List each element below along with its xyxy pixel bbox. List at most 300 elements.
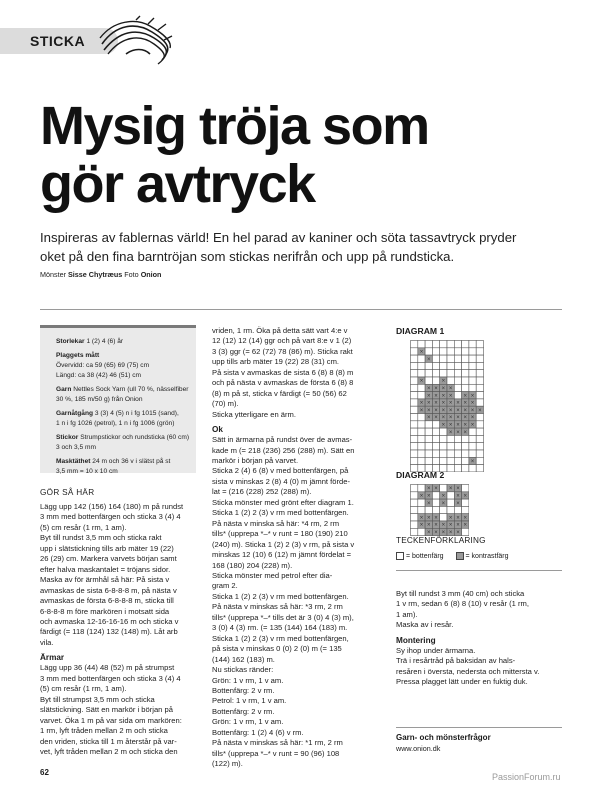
chart-cell-background — [454, 355, 461, 362]
empty-square-icon — [396, 552, 404, 560]
chart-cell-mark: × — [448, 415, 453, 422]
text-line: Sticka 1 (2) 2 (3) v rm med bottenfärgen. — [212, 508, 349, 518]
text-line: (70) m). — [212, 399, 239, 409]
fact-line: 3,5 mm = 10 x 10 cm — [56, 468, 118, 475]
text-line: avmaskas de första 6-8-8-8 m, sticka till — [40, 596, 174, 606]
chart-cell-background — [469, 435, 476, 442]
chart-cell-background — [454, 435, 461, 442]
chart-cell-background — [462, 499, 469, 506]
chart-cell-background — [462, 528, 469, 535]
text-line: (240) m). Sticka 1 (2) 2 (3) v rm, på sista v — [212, 539, 355, 549]
diagram-2-chart — [410, 484, 469, 536]
text-line: (5) cm resår (1 rm, 1 am). — [40, 684, 127, 694]
chart-cell-mark: × — [456, 415, 460, 422]
text-line: markör i början på varvet. — [212, 455, 299, 465]
chart-cell-background — [469, 341, 476, 348]
chart-cell-background — [432, 428, 439, 435]
chart-cell-background — [454, 377, 461, 384]
chart-cell-background — [418, 355, 425, 362]
chart-cell-mark: × — [463, 415, 468, 422]
text-line: resåren i översta, nedersta och mittersta v. — [396, 666, 540, 676]
chart-cell-mark: × — [419, 349, 424, 356]
chart-cell-mark: × — [456, 486, 460, 493]
chart-cell-background — [469, 348, 476, 355]
chart-cell-background — [418, 450, 425, 457]
chart-cell-background — [476, 465, 483, 472]
section-heading: GÖR SÅ HÄR — [40, 488, 95, 497]
text-line: På nästa v minskas så här: *3 rm, 2 rm — [212, 602, 343, 612]
text-line: Sticka mönster med grönt efter diagram 1. — [212, 497, 354, 507]
chart-cell-mark: × — [434, 529, 438, 536]
chart-cell-background — [432, 421, 439, 428]
column-1 — [40, 487, 206, 757]
divider — [40, 309, 562, 310]
chart-cell-background — [454, 370, 461, 377]
chart-cell-mark: × — [463, 493, 468, 500]
text-line: Bottenfärg: 2 v rm. — [212, 685, 275, 695]
text-line: och på nästa v avmaskas de första 6 (8) 8 — [212, 378, 354, 388]
headline-line: gör avtryck — [40, 154, 315, 214]
instructions-body — [396, 646, 566, 688]
chart-cell-mark: × — [426, 393, 431, 400]
chart-cell-background — [440, 341, 447, 348]
chart-cell-background — [469, 362, 476, 369]
chart-cell-background — [411, 428, 418, 435]
chart-cell-mark: × — [456, 422, 460, 429]
chart-cell-background — [476, 377, 483, 384]
text-line: På sista v avmaskas de sista 6 (8) 8 (8) m — [212, 367, 354, 377]
chart-cell-background — [447, 457, 454, 464]
text-line: 6-8-8-8 m före markören i motsatt sida — [40, 606, 170, 616]
chart-cell-background — [462, 355, 469, 362]
chart-cell-background — [411, 443, 418, 450]
chart-cell-background — [418, 421, 425, 428]
text-line: Sticka mönster med petrol efter dia- — [212, 570, 333, 580]
text-line: Byt till rundst 3 mm (40 cm) och sticka — [396, 589, 525, 598]
text-line: 168 (180) 204 (228) m). — [212, 560, 293, 570]
chart-cell-mark: × — [434, 393, 438, 400]
chart-cell-background — [469, 443, 476, 450]
chart-cell-background — [411, 414, 418, 421]
chart-cell-background — [411, 399, 418, 406]
chart-cell-background — [432, 370, 439, 377]
chart-cell-mark: × — [434, 415, 438, 422]
chart-cell-background — [418, 457, 425, 464]
chart-cell-mark: × — [470, 393, 475, 400]
chart-cell-background — [462, 370, 469, 377]
text-line: Pressa plagget lätt under en fuktig duk. — [396, 677, 528, 687]
text-line: vet, lyft tråden mellan 2 m och sticka den — [40, 746, 178, 756]
chart-cell-mark: × — [448, 522, 453, 529]
chart-cell-background — [462, 457, 469, 464]
chart-cell-mark: × — [470, 407, 475, 414]
chart-cell-mark: × — [456, 529, 460, 536]
instructions-body — [212, 326, 388, 420]
chart-cell-mark: × — [470, 458, 475, 465]
chart-cell-mark: × — [419, 522, 424, 529]
chart-cell-background — [418, 506, 425, 513]
facts-box — [40, 325, 196, 473]
chart-cell-background — [411, 384, 418, 391]
chart-cell-mark: × — [434, 486, 438, 493]
chart-cell-background — [411, 457, 418, 464]
chart-cell-mark: × — [441, 529, 446, 536]
headline-line: Mysig tröja som — [40, 96, 429, 156]
chart-cell-background — [476, 355, 483, 362]
chart-cell-mark: × — [463, 515, 468, 522]
chart-cell-mark: × — [456, 515, 460, 522]
column-2 — [212, 326, 388, 770]
chart-cell-mark: × — [448, 486, 453, 493]
page-number: 62 — [40, 768, 49, 777]
fact-yarn: Garn Nettles Sock Yarn (ull 70 %, nässelfiber — [56, 386, 189, 393]
chart-cell-background — [476, 384, 483, 391]
chart-cell-background — [432, 499, 439, 506]
fact-line: Övervidd: ca 59 (65) 69 (75) cm — [56, 362, 150, 369]
text-line: 3 (0) 4 (3) rm. (= 135 (144) 164 (183) m. — [212, 623, 348, 633]
text-line: (144) 162 (183) m. — [212, 654, 275, 664]
chart-cell-background — [411, 499, 418, 506]
chart-cell-mark: × — [463, 422, 468, 429]
text-line: Trä i resårtråd på baksidan av hals- — [396, 656, 516, 666]
filled-square-icon — [456, 552, 464, 560]
text-line: 1 v rm, sedan 6 (8) 8 (10) v resår (1 rm, — [396, 599, 529, 609]
chart-cell-mark: × — [426, 522, 431, 529]
text-line: slätstickning. Sätt en markör i början på — [40, 705, 173, 715]
fact-gauge: Masktäthet 24 m och 36 v i slätst på st — [56, 458, 171, 465]
text-line: 3 mm med bottenfärgen och sticka 3 (4) 4 — [40, 673, 181, 683]
credit-label: Foto — [124, 270, 139, 279]
chart-cell-background — [418, 392, 425, 399]
chart-cell-background — [447, 443, 454, 450]
text-line: tills* (upprepa *–* v runt = 180 (190) 210 — [212, 529, 348, 539]
chart-cell-mark: × — [441, 378, 446, 385]
lead-line: Inspireras av fablernas värld! En hel parad av kaniner och söta tassavtryck pryder — [40, 230, 517, 245]
text-line: På nästa v minskas så här: *1 rm, 2 rm — [212, 738, 343, 748]
chart-cell-background — [411, 392, 418, 399]
chart-cell-background — [425, 506, 432, 513]
text-line: upp tills arb mäter 19 (22) 28 (31) cm. — [212, 357, 340, 367]
chart-cell-background — [432, 348, 439, 355]
chart-cell-background — [447, 450, 454, 457]
chart-cell-background — [432, 450, 439, 457]
chart-cell-mark: × — [448, 515, 453, 522]
chart-cell-mark: × — [434, 385, 438, 392]
chart-cell-background — [462, 450, 469, 457]
text-line: efter halva maskantalet = tröjans sidor. — [40, 564, 171, 574]
text-line: och avmaska 12-16-16-16 m och sticka v — [40, 616, 179, 626]
sleeves-heading: Ärmar — [40, 653, 65, 663]
chart-cell-mark: × — [456, 522, 460, 529]
text-line: Sy ihop under ärmarna. — [396, 645, 476, 655]
chart-cell-mark: × — [434, 407, 438, 414]
watermark: PassionForum.ru — [492, 772, 561, 782]
chart-cell-mark: × — [426, 407, 431, 414]
chart-cell-mark: × — [426, 400, 431, 407]
chart-cell-mark: × — [441, 500, 446, 507]
text-line: Sätt in ärmarna på rundst över de avmas- — [212, 435, 353, 445]
text-line: (122) m). — [212, 759, 243, 769]
credit-label: Mönster — [40, 270, 66, 279]
chart-cell-background — [418, 499, 425, 506]
chart-cell-background — [476, 399, 483, 406]
chart-cell-background — [418, 414, 425, 421]
chart-cell-background — [440, 457, 447, 464]
legend-title: TECKENFÖRKLARING — [396, 536, 486, 545]
lead-line: oket på den fina barntröjan som stickas nerifrån och upp på rundsticka. — [40, 249, 455, 264]
chart-cell-background — [476, 392, 483, 399]
chart-cell-background — [462, 341, 469, 348]
chart-cell-mark: × — [426, 500, 431, 507]
divider — [396, 570, 562, 571]
diagram-2-title: DIAGRAM 2 — [396, 470, 445, 480]
chart-cell-background — [469, 377, 476, 384]
chart-cell-background — [462, 384, 469, 391]
text-line: varvet. Öka 1 m på var sida om markören: — [40, 715, 182, 725]
text-line: (8) m på st, sticka v färdigt (= 50 (56) 62 — [212, 388, 347, 398]
chart-cell-background — [432, 506, 439, 513]
text-line: 1 am). — [396, 609, 418, 619]
chart-cell-background — [440, 485, 447, 492]
chart-cell-mark: × — [426, 415, 431, 422]
chart-cell-background — [454, 506, 461, 513]
chart-cell-mark: × — [448, 385, 453, 392]
credits-line — [40, 270, 161, 279]
chart-cell-background — [469, 450, 476, 457]
chart-cell-background — [462, 506, 469, 513]
chart-cell-background — [447, 362, 454, 369]
chart-cell-mark: × — [426, 493, 431, 500]
text-line: Byt till strumpst 3,5 mm och sticka — [40, 694, 155, 704]
chart-cell-mark: × — [426, 356, 431, 363]
chart-cell-background — [432, 355, 439, 362]
chart-cell-mark: × — [470, 400, 475, 407]
text-line: den vriden, sticka till 1 m återstår på var- — [40, 736, 177, 746]
article-headline — [40, 97, 429, 213]
chart-cell-mark: × — [463, 393, 468, 400]
chart-cell-background — [432, 443, 439, 450]
yarn-questions-title: Garn- och mönsterfrågor — [396, 733, 491, 742]
chart-cell-background — [411, 506, 418, 513]
text-line: avmaskas de sista 6-8-8-8 m, på nästa v — [40, 585, 177, 595]
chart-cell-background — [432, 362, 439, 369]
text-line: 26 (29) cm. Markera varvets början samt — [40, 554, 177, 564]
chart-cell-background — [425, 435, 432, 442]
fact-line: Längd: ca 38 (42) 46 (51) cm — [56, 372, 142, 379]
chart-cell-background — [425, 341, 432, 348]
chart-cell-mark: × — [463, 407, 468, 414]
text-line: (5) cm resår (1 rm, 1 am). — [40, 522, 127, 532]
chart-cell-background — [440, 362, 447, 369]
text-line: Sticka 2 (4) 6 (8) v med bottenfärgen, på — [212, 466, 349, 476]
chart-cell-background — [432, 377, 439, 384]
chart-cell-background — [440, 443, 447, 450]
fact-line: 30 %, 185 m/50 g) från Onion — [56, 396, 143, 403]
chart-cell-mark: × — [441, 493, 446, 500]
chart-cell-background — [476, 370, 483, 377]
chart-cell-background — [425, 362, 432, 369]
text-line: vila. — [40, 637, 54, 647]
legend-item-contrast: = kontrastfärg — [456, 552, 509, 560]
legend-item-background: = bottenfärg — [396, 552, 444, 560]
chart-cell-background — [425, 377, 432, 384]
designer-name: Sisse Chytræus — [67, 270, 123, 279]
lead-paragraph — [40, 228, 570, 266]
chart-cell-background — [447, 435, 454, 442]
instructions-body — [40, 663, 206, 757]
instructions-body — [396, 589, 566, 631]
yoke-heading: Ok — [212, 425, 223, 435]
chart-cell-background — [454, 362, 461, 369]
text-line: tills* (upprepa *–* v runt = 90 (96) 108 — [212, 748, 340, 758]
chart-cell-background — [425, 370, 432, 377]
text-line: 3 (3) ggr (= 62 (72) 78 (86) m). Sticka rakt — [212, 346, 353, 356]
chart-cell-background — [425, 421, 432, 428]
chart-cell-background — [411, 521, 418, 528]
chart-cell-mark: × — [419, 378, 424, 385]
chart-cell-background — [447, 348, 454, 355]
chart-cell-background — [418, 370, 425, 377]
chart-cell-background — [462, 377, 469, 384]
text-line: På nästa v minska så här: *4 rm, 2 rm — [212, 518, 340, 528]
chart-cell-background — [432, 435, 439, 442]
chart-cell-background — [462, 435, 469, 442]
text-line: på sista v minskas 0 (0) 2 (0) m (= 135 — [212, 644, 342, 654]
chart-cell-background — [447, 341, 454, 348]
text-line: 3 mm med bottenfärgen och sticka 3 (4) 4 — [40, 512, 181, 522]
chart-cell-background — [454, 443, 461, 450]
chart-cell-background — [476, 428, 483, 435]
text-line: vriden, 1 rm. Öka på detta sätt vart 4:e v — [212, 326, 348, 335]
fact-yarn-amount: Garnåtgång 3 (3) 4 (5) n i fg 1015 (sand), — [56, 410, 179, 417]
chart-cell-mark: × — [434, 522, 438, 529]
text-line: Bottenfärg: 2 v rm. — [212, 706, 275, 716]
website-link[interactable]: www.onion.dk — [396, 744, 441, 753]
chart-cell-background — [469, 465, 476, 472]
chart-cell-mark: × — [456, 493, 460, 500]
chart-cell-background — [476, 450, 483, 457]
text-line: Sticka ytterligare en ärm. — [212, 409, 296, 419]
text-line: Bottenfärg: 1 (2) 4 (6) v rm. — [212, 727, 304, 737]
chart-cell-background — [440, 435, 447, 442]
photographer-name: Onion — [140, 270, 162, 279]
chart-cell-background — [418, 528, 425, 535]
diagram-1-chart — [410, 340, 484, 472]
chart-cell-background — [476, 421, 483, 428]
chart-cell-background — [418, 362, 425, 369]
chart-cell-mark: × — [441, 415, 446, 422]
chart-cell-background — [418, 485, 425, 492]
chart-cell-background — [447, 506, 454, 513]
text-line: Lägg upp 142 (156) 164 (180) m på rundst — [40, 502, 184, 511]
chart-cell-mark: × — [441, 422, 446, 429]
text-line: Maska av för ärmhål så här: På sista v — [40, 575, 170, 585]
text-line: gram 2. — [212, 581, 238, 591]
chart-cell-background — [462, 443, 469, 450]
chart-cell-mark: × — [470, 422, 475, 429]
chart-cell-background — [476, 414, 483, 421]
text-line: Grön: 1 v rm, 1 v am. — [212, 717, 284, 727]
chart-cell-background — [469, 428, 476, 435]
chart-cell-background — [440, 355, 447, 362]
chart-cell-mark: × — [441, 385, 446, 392]
chart-cell-background — [411, 406, 418, 413]
text-line: färdigt (= 118 (124) 132 (148) m). Låt arb — [40, 627, 178, 637]
chart-cell-background — [418, 443, 425, 450]
text-line: 1 rm, lyft tråden mellan 2 m och sticka — [40, 726, 168, 736]
chart-cell-mark: × — [441, 407, 446, 414]
chart-cell-background — [411, 370, 418, 377]
chart-cell-background — [411, 377, 418, 384]
chart-cell-mark: × — [426, 529, 431, 536]
text-line: kade m (= 218 (236) 256 (288) m). Sätt en — [212, 445, 355, 455]
text-line: Byt till rundst 3,5 mm och sticka rakt — [40, 533, 162, 543]
chart-cell-background — [418, 384, 425, 391]
chart-cell-background — [454, 450, 461, 457]
fact-needles: Stickor Strumpstickor och rundsticka (60 cm) — [56, 434, 190, 441]
chart-cell-background — [462, 485, 469, 492]
chart-cell-background — [411, 421, 418, 428]
chart-cell-mark: × — [419, 515, 424, 522]
chart-cell-background — [411, 514, 418, 521]
chart-cell-background — [418, 435, 425, 442]
chart-cell-mark: × — [448, 422, 453, 429]
text-line: minskas 12 (10) 6 (12) m jämnt fördelat = — [212, 550, 352, 560]
chart-cell-background — [440, 370, 447, 377]
text-line: Lägg upp 36 (44) 48 (52) m på strumpst — [40, 663, 175, 673]
chart-cell-background — [411, 450, 418, 457]
text-line: 12 (12) 12 (14) ggr och på vart 8:e v 1 (2) — [212, 336, 352, 346]
chart-cell-background — [425, 443, 432, 450]
diagram-1-title: DIAGRAM 1 — [396, 326, 445, 336]
chart-cell-mark: × — [463, 522, 468, 529]
text-line: Sticka 1 (2) 2 (3) v rm med bottenfärgen, — [212, 633, 349, 643]
text-line: sista v minskas 2 (8) 4 (0) m jämnt förde- — [212, 476, 350, 486]
chart-cell-background — [440, 514, 447, 521]
chart-cell-background — [447, 355, 454, 362]
chart-cell-mark: × — [478, 407, 482, 414]
chart-cell-background — [454, 457, 461, 464]
column-3 — [396, 589, 566, 688]
text-line: Sticka 1 (2) 2 (3) v rm med bottenfärgen. — [212, 591, 349, 601]
chart-cell-background — [418, 428, 425, 435]
chart-cell-background — [425, 428, 432, 435]
chart-cell-mark: × — [426, 486, 431, 493]
chart-cell-mark: × — [426, 515, 431, 522]
chart-cell-background — [454, 341, 461, 348]
chart-cell-background — [447, 499, 454, 506]
chart-cell-mark: × — [463, 429, 468, 436]
chart-cell-background — [469, 370, 476, 377]
text-line: Petrol: 1 v rm, 1 v am. — [212, 696, 287, 706]
chart-cell-background — [476, 341, 483, 348]
divider — [396, 727, 562, 728]
chart-cell-background — [447, 465, 454, 472]
chart-cell-mark: × — [456, 429, 460, 436]
chart-cell-background — [447, 377, 454, 384]
chart-cell-mark: × — [448, 407, 453, 414]
chart-cell-background — [476, 435, 483, 442]
fact-line: 3 och 3,5 mm — [56, 444, 96, 451]
chart-cell-mark: × — [448, 529, 453, 536]
chart-cell-background — [454, 348, 461, 355]
chart-cell-background — [454, 384, 461, 391]
chart-cell-mark: × — [441, 393, 446, 400]
text-line: upp i slätstickning tills arb mäter 19 (22) — [40, 543, 174, 553]
fact-size: Storlekar 1 (2) 4 (6) år — [56, 338, 124, 345]
chart-cell-background — [440, 348, 447, 355]
chart-cell-mark: × — [456, 400, 460, 407]
